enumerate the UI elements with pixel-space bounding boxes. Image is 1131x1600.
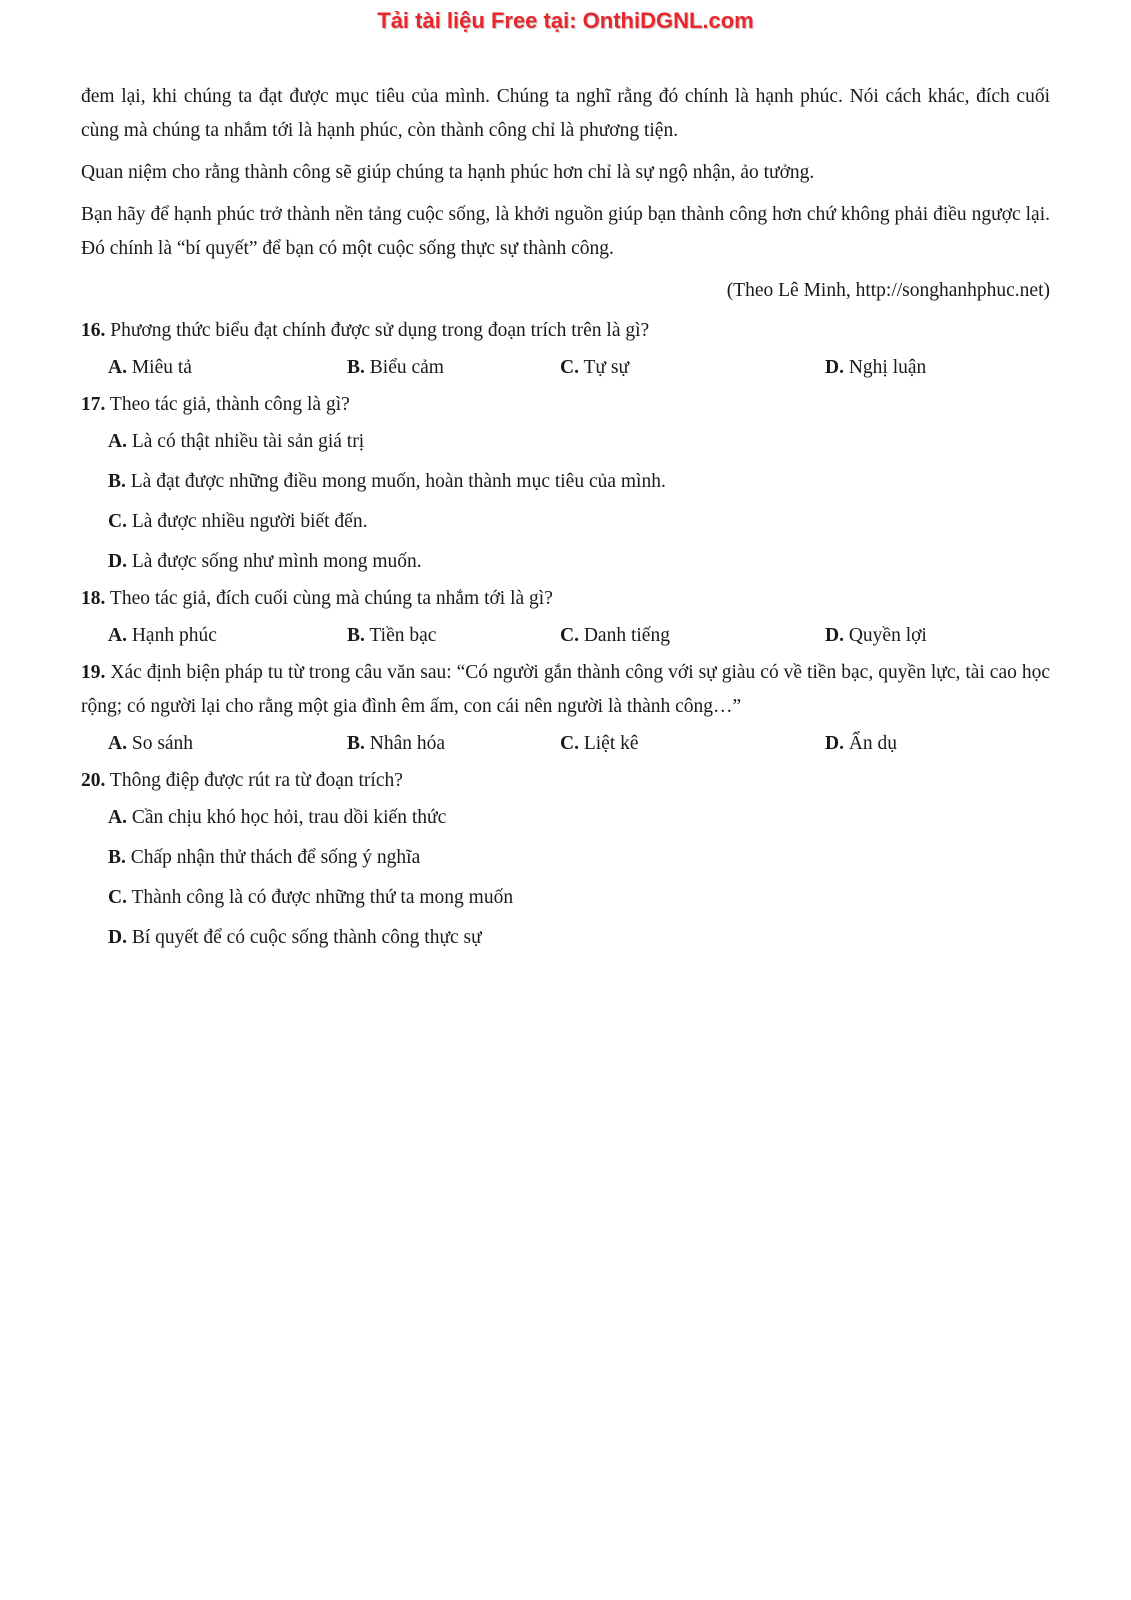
header-banner: Tải tài liệu Free tại: OnthiDGNL.com [377, 8, 754, 33]
option-b [347, 724, 445, 764]
question-text: Xác định biện pháp tu từ trong câu văn sau: “Có người gắn thành công với sự giàu có về tiền bạc, quyền lực, tài cao học rộng; có người lại cho rằng một gia đình êm ấm, con cái nên người là thành công…” [81, 662, 1050, 717]
option-letter: C. [108, 887, 127, 908]
option-text: So sánh [131, 733, 194, 754]
question-number: 20. [81, 770, 106, 791]
question-18 [81, 582, 1050, 656]
option-text: Danh tiếng [583, 625, 670, 646]
option-c [560, 616, 670, 656]
option-letter: C. [108, 511, 127, 532]
option-letter: C. [560, 733, 579, 754]
option-letter: A. [108, 625, 127, 646]
question-20 [81, 764, 1050, 958]
option-letter: B. [108, 847, 126, 868]
question-16-stem [81, 314, 1050, 348]
question-19-options [81, 724, 1050, 764]
question-20-stem [81, 764, 1050, 798]
question-16-options [81, 348, 1050, 388]
question-16 [81, 314, 1050, 388]
question-number: 17. [81, 394, 106, 415]
option-d [825, 348, 926, 388]
question-17-stem [81, 388, 1050, 422]
question-19 [81, 656, 1050, 764]
option-text: Là được sống như mình mong muốn. [131, 551, 422, 572]
option-c [81, 878, 1050, 918]
option-letter: A. [108, 431, 127, 452]
option-d [825, 724, 897, 764]
option-letter: C. [560, 357, 579, 378]
option-letter: B. [347, 357, 365, 378]
option-a [81, 422, 1050, 462]
option-b [347, 348, 444, 388]
option-letter: A. [108, 733, 127, 754]
option-letter: D. [108, 927, 127, 948]
question-18-stem [81, 582, 1050, 616]
option-letter: B. [347, 733, 365, 754]
option-c [560, 724, 639, 764]
option-text: Là có thật nhiều tài sản giá trị [131, 431, 365, 452]
option-c [560, 348, 629, 388]
option-text: Cần chịu khó học hỏi, trau dồi kiến thức [131, 807, 447, 828]
option-text: Bí quyết để có cuộc sống thành công thực sự [131, 927, 482, 948]
option-text: Tự sự [583, 357, 630, 378]
option-letter: C. [560, 625, 579, 646]
question-20-options [81, 798, 1050, 958]
question-number: 18. [81, 588, 106, 609]
document-content [81, 80, 1050, 958]
option-b [81, 462, 1050, 502]
option-a [81, 798, 1050, 838]
option-letter: D. [825, 733, 844, 754]
option-text: Liệt kê [583, 733, 639, 754]
question-number: 19. [81, 662, 106, 683]
option-text: Hạnh phúc [131, 625, 217, 646]
option-letter: A. [108, 357, 127, 378]
option-d [81, 918, 1050, 958]
option-text: Miêu tả [131, 357, 192, 378]
question-17-options [81, 422, 1050, 582]
passage-source: (Theo Lê Minh, http://songhanhphuc.net) [726, 280, 1050, 301]
option-a [108, 616, 217, 656]
option-d [81, 542, 1050, 582]
question-19-stem [81, 656, 1050, 724]
option-text: Ẩn dụ [848, 733, 898, 754]
option-text: Nhân hóa [369, 733, 446, 754]
passage-paragraph-1: đem lại, khi chúng ta đạt được mục tiêu của mình. Chúng ta nghĩ rằng đó chính là hạnh phúc. Nói cách khác, đích cuối cùng mà chúng ta nhắm tới là hạnh phúc, còn thành công chỉ là phương tiện. [81, 86, 1050, 141]
option-a [108, 348, 192, 388]
option-b [347, 616, 436, 656]
question-17 [81, 388, 1050, 582]
option-letter: D. [825, 625, 844, 646]
option-text: Biểu cảm [369, 357, 444, 378]
option-b [81, 838, 1050, 878]
option-letter: B. [108, 471, 126, 492]
option-text: Là đạt được những điều mong muốn, hoàn thành mục tiêu của mình. [130, 471, 666, 492]
option-d [825, 616, 927, 656]
question-text: Theo tác giả, đích cuối cùng mà chúng ta nhắm tới là gì? [109, 588, 553, 609]
option-a [108, 724, 193, 764]
passage-paragraph-2: Quan niệm cho rằng thành công sẽ giúp chúng ta hạnh phúc hơn chỉ là sự ngộ nhận, ảo tưởng. [81, 162, 815, 183]
option-letter: B. [347, 625, 365, 646]
question-18-options [81, 616, 1050, 656]
passage-paragraph-3: Bạn hãy để hạnh phúc trở thành nền tảng cuộc sống, là khởi nguồn giúp bạn thành công hơn chứ không phải điều ngược lại. Đó chính là “bí quyết” để bạn có một cuộc sống thực sự thành công. [81, 204, 1050, 259]
question-text: Phương thức biểu đạt chính được sử dụng trong đoạn trích trên là gì? [110, 320, 650, 341]
option-c [81, 502, 1050, 542]
option-text: Là được nhiều người biết đến. [131, 511, 368, 532]
question-text: Theo tác giả, thành công là gì? [109, 394, 350, 415]
option-text: Chấp nhận thử thách để sống ý nghĩa [130, 847, 421, 868]
option-letter: A. [108, 807, 127, 828]
option-text: Thành công là có được những thứ ta mong muốn [131, 887, 514, 908]
option-text: Tiền bạc [369, 625, 437, 646]
option-letter: D. [825, 357, 844, 378]
option-letter: D. [108, 551, 127, 572]
question-number: 16. [81, 320, 106, 341]
question-text: Thông điệp được rút ra từ đoạn trích? [109, 770, 403, 791]
option-text: Nghị luận [848, 357, 927, 378]
option-text: Quyền lợi [848, 625, 927, 646]
